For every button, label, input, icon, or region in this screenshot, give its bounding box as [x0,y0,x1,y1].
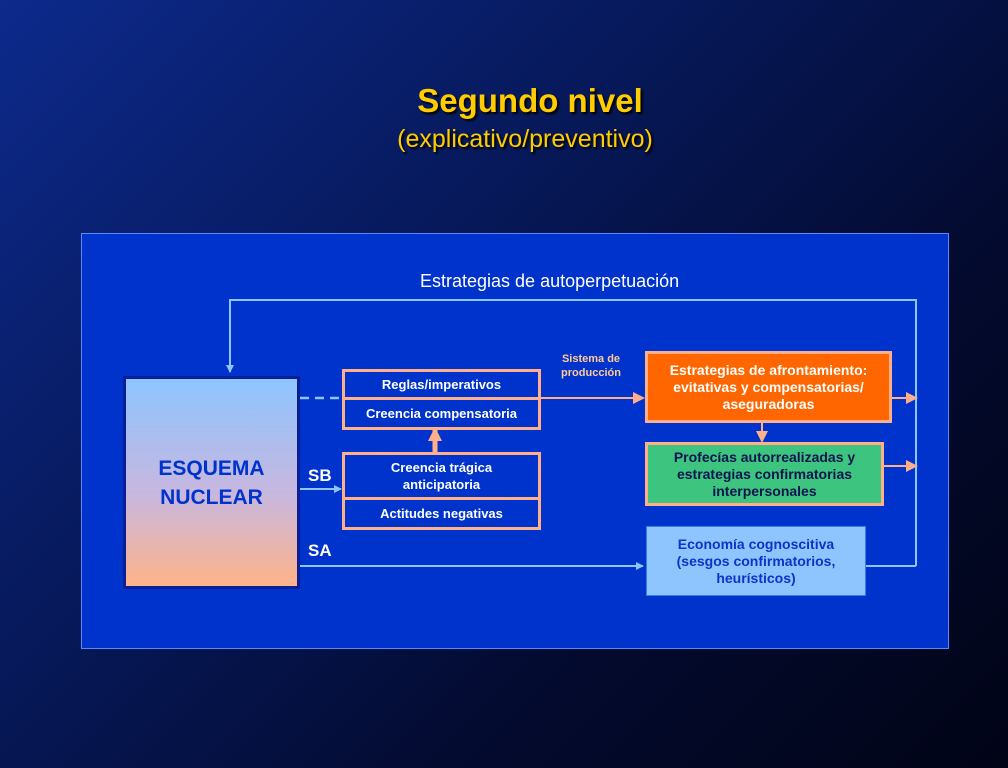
creencia-tragica-box: Creencia trágica anticipatoria [342,452,541,500]
estrategias-afrontamiento-box: Estrategias de afrontamiento: evitativas y compensatorias/ aseguradoras [645,351,892,423]
esquema-line-2: NUCLEAR [160,485,263,509]
profecias-box: Profecías autorrealizadas y estrategias confirmatorias interpersonales [645,442,884,506]
sa-label: SA [308,541,332,560]
esquema-line-1: ESQUEMA [158,456,265,480]
creencia-compensatoria-box: Creencia compensatoria [342,397,541,430]
sb-label: SB [308,466,332,485]
economia-cognoscitiva-box: Economía cognoscitiva (sesgos confirmatorios, heurísticos) [646,526,866,596]
production-system-label: Sistema de producción [561,353,621,379]
reglas-box: Reglas/imperativos [342,369,541,400]
esquema-nuclear-box [123,376,300,589]
actitudes-negativas-box: Actitudes negativas [342,497,541,530]
diagram-heading: Estrategias de autoperpetuación [420,271,680,291]
page-title: Segundo nivel [417,82,643,119]
page-subtitle: (explicativo/preventivo) [397,125,653,153]
